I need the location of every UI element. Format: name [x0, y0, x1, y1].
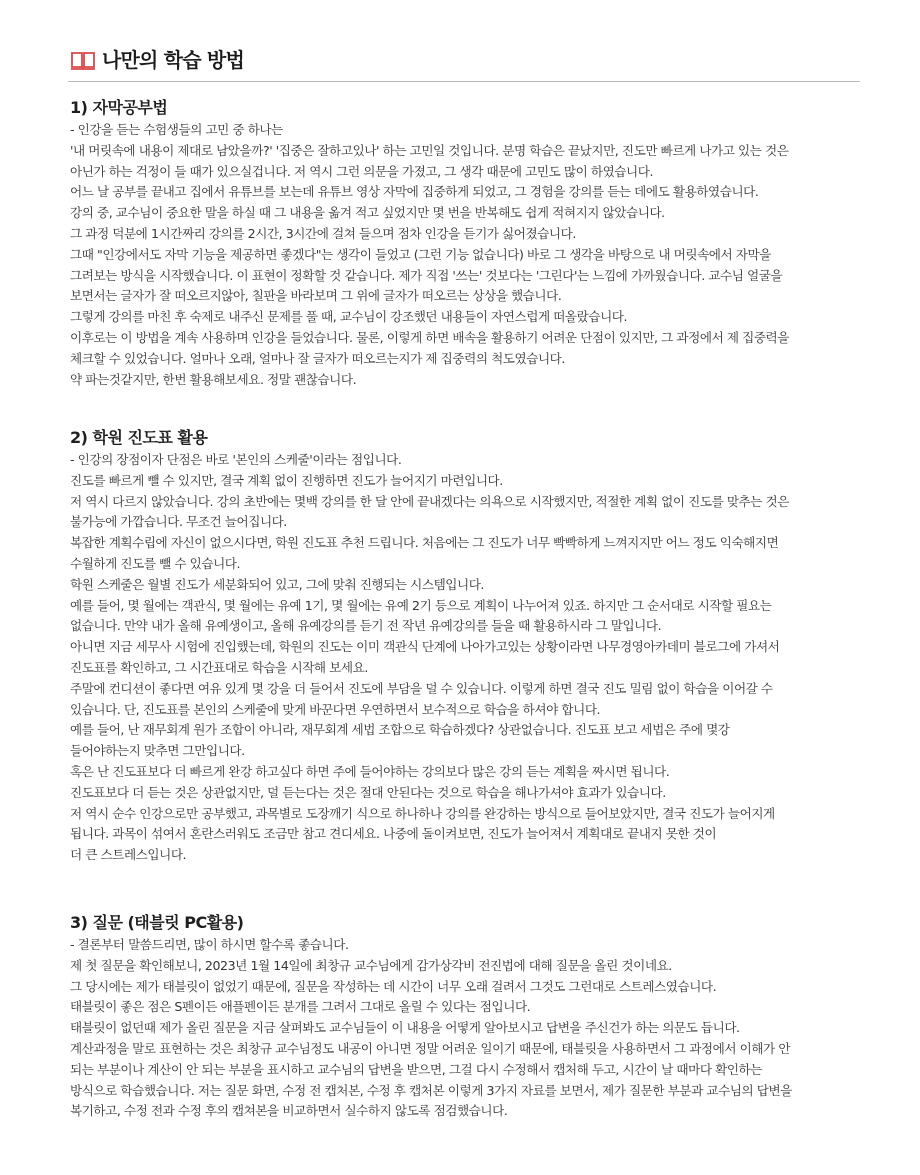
paragraph-line: 복기하고, 수정 전과 수정 후의 캡쳐본을 비교하면서 실수하지 않도록 점검했습니다.: [70, 1103, 508, 1119]
paragraph-line: 이후로는 이 방법을 계속 사용하며 인강을 들었습니다. 물론, 이렇게 하면 배속을 활용하기 어려운 단점이 있지만, 그 과정에서 제 집중력을: [70, 329, 789, 345]
paragraph-line: 그려보는 방식을 시작했습니다. 이 표현이 정확할 것 같습니다. 제가 직접 '쓰는' 것보다는 '그린다'는 느낌에 가까웠습니다. 교수님 얼굴을: [70, 267, 783, 283]
paragraph-line: 태블릿이 좋은 점은 S펜이든 애플펜이든 분개를 그려서 그대로 올릴 수 있다는 점입니다.: [70, 999, 531, 1015]
paragraph-line: 들어야하는지 맞추면 그만입니다.: [70, 743, 245, 759]
paragraph-line: 더 큰 스트레스입니다.: [70, 847, 187, 863]
header-divider: [68, 81, 860, 82]
paragraph-line: 그렇게 강의를 마친 후 숙제로 내주신 문제를 풀 때, 교수님이 강조했던 내용들이 자연스럽게 떠올랐습니다.: [70, 309, 628, 325]
paragraph-line: 진도표를 확인하고, 그 시간표대로 학습을 시작해 보세요.: [70, 659, 368, 675]
paragraph-line: 혹은 난 진도표보다 더 빠르게 완강 하고싶다 하면 주에 들어야하는 강의보다 많은 강의 듣는 계획을 짜시면 됩니다.: [70, 763, 670, 779]
paragraph-line: 진도표보다 더 듣는 것은 상관없지만, 덜 듣는다는 것은 절대 안된다는 것으로 학습을 해나가셔야 효과가 있습니다.: [70, 784, 666, 800]
page-header: [70, 45, 244, 75]
paragraph-line: 예를 들어, 몇 월에는 객관식, 몇 월에는 유예 1기, 몇 월에는 유예 2기 등으로 계획이 나누어져 있죠. 하지만 그 순서대로 시작할 필요는: [70, 597, 772, 613]
paragraph-line: 주말에 컨디션이 좋다면 여유 있게 몇 강을 더 들어서 진도에 부담을 덜 수 있습니다. 이렇게 하면 결국 진도 밀림 없이 학습을 이어갈 수: [70, 680, 773, 696]
paragraph-line: 그 당시에는 제가 태블릿이 없었기 때문에, 질문을 작성하는 데 시간이 너무 오래 걸려서 그것도 그런대로 스트레스였습니다.: [70, 978, 717, 994]
paragraph-line: 예를 들어, 난 재무회계 원가 조합이 아니라, 재무회계 세법 조합으로 학습하겠다? 상관없습니다. 진도표 보고 세법은 주에 몇강: [70, 722, 730, 738]
paragraph-line: 저 역시 다르지 않았습니다. 강의 초반에는 몇백 강의를 한 달 안에 끝내겠다는 의욕으로 시작했지만, 적절한 계획 없이 진도를 맞추는 것은: [70, 493, 789, 509]
book-icon: [70, 49, 96, 71]
paragraph-line: 태블릿이 없던때 제가 올린 질문을 지금 살펴봐도 교수님들이 이 내용을 어떻게 알아보시고 답변을 주신건가 하는 의문도 듭니다.: [70, 1020, 740, 1036]
paragraph-line: 아닌가 하는 걱정이 들 때가 있으실겁니다. 저 역시 그런 의문을 가졌고, 그 생각 때문에 고민도 많이 하였습니다.: [70, 163, 653, 179]
paragraph-line: 체크할 수 있었습니다. 얼마나 오래, 얼마나 잘 글자가 떠오르는지가 제 집중력의 척도였습니다.: [70, 350, 565, 366]
section-title: 2) 학원 진도표 활용: [70, 428, 208, 447]
paragraph-line: 약 파는것같지만, 한번 활용해보세요. 정말 괜찮습니다.: [70, 371, 357, 387]
page-title: 나만의 학습 방법: [102, 48, 244, 72]
section-title: 1) 자막공부법: [70, 98, 168, 117]
paragraph-line: 저 역시 순수 인강으로만 공부했고, 과목별로 도장깨기 식으로 하나하나 강의를 완강하는 방식으로 들어보았지만, 결국 진도가 늘어지게: [70, 805, 775, 821]
paragraph-line: 불가능에 가깝습니다. 무조건 늘어집니다.: [70, 514, 287, 530]
paragraph-line: 없습니다. 만약 내가 올해 유예생이고, 올해 유예강의를 듣기 전 작년 유예강의를 들을 때 활용하시라 그 말입니다.: [70, 618, 662, 634]
paragraph-line: - 인강의 장점이자 단점은 바로 '본인의 스케줄'이라는 점입니다.: [70, 452, 402, 467]
section-title: 3) 질문 (태블릿 PC활용): [70, 913, 244, 932]
paragraph-line: 아니면 지금 세무사 시험에 진입했는데, 학원의 진도는 이미 객관식 단계에 나아가고있는 상황이라면 나무경영아카데미 블로그에 가셔서: [70, 639, 780, 655]
section-academy-schedule: [70, 427, 860, 866]
paragraph-line: 강의 중, 교수님이 중요한 말을 하실 때 그 내용을 옮겨 적고 싶었지만 몇 번을 반복해도 쉽게 적혀지지 않았습니다.: [70, 205, 665, 221]
paragraph-line: 되는 부분이나 계산이 안 되는 부분을 표시하고 교수님의 답변을 받으면, 그걸 다시 수정해서 캡처해 두고, 시간이 날 때마다 확인하는: [70, 1061, 762, 1077]
paragraph-line: - 인강을 듣는 수험생들의 고민 중 하나는: [70, 122, 283, 137]
section-subtitle-study: [70, 97, 860, 390]
paragraph-line: 계산과정을 말로 표현하는 것은 최창규 교수님정도 내공이 아니면 정말 어려운 일이기 때문에, 태블릿을 사용하면서 그 과정에서 이해가 안: [70, 1040, 791, 1056]
paragraph-line: 있습니다. 단, 진도표를 본인의 스케줄에 맞게 바꾼다면 우연하면서 보수적으로 학습을 하셔야 합니다.: [70, 701, 601, 717]
paragraph-line: 보면서는 글자가 잘 떠오르지않아, 칠판을 바라보며 그 위에 글자가 떠오르는 상상을 했습니다.: [70, 288, 562, 304]
section-questions-tablet: [70, 912, 860, 1122]
paragraph-line: 복잡한 계획수립에 자신이 없으시다면, 학원 진도표 추천 드립니다. 처음에는 그 진도가 너무 빡빡하게 느껴지지만 어느 정도 익숙해지면: [70, 535, 779, 551]
paragraph-line: 학원 스케줄은 월별 진도가 세분화되어 있고, 그에 맞춰 진행되는 시스템입니다.: [70, 576, 484, 592]
paragraph-line: 됩니다. 과목이 섞여서 혼란스러워도 조금만 참고 견디세요. 나중에 돌이켜보면, 진도가 늘어져서 계획대로 끝내지 못한 것이: [70, 826, 717, 842]
paragraph-line: '내 머릿속에 내용이 제대로 남았을까?' '집중은 잘하고있나' 하는 고민일 것입니다. 분명 학습은 끝났지만, 진도만 빠르게 나가고 있는 것은: [70, 142, 789, 158]
paragraph-line: 제 첫 질문을 확인해보니, 2023년 1월 14일에 최창규 교수님에게 감가상각비 전진법에 대해 질문을 올린 것이네요.: [70, 957, 672, 973]
paragraph-line: 그 과정 덕분에 1시간짜리 강의를 2시간, 3시간에 걸쳐 들으며 점차 인강을 듣기가 싫어졌습니다.: [70, 225, 576, 241]
paragraph-line: 그때 "인강에서도 자막 기능을 제공하면 좋겠다"는 생각이 들었고 (그런 기능 없습니다) 바로 그 생각을 바탕으로 내 머릿속에서 자막을: [70, 246, 771, 262]
paragraph-line: 방식으로 학습했습니다. 저는 질문 화면, 수정 전 캡처본, 수정 후 캡처본 이렇게 3가지 자료를 보면서, 제가 질문한 부분과 교수님의 답변을: [70, 1082, 792, 1098]
paragraph-line: - 결론부터 말씀드리면, 많이 하시면 할수록 좋습니다.: [70, 937, 349, 952]
paragraph-line: 진도를 빠르게 뺄 수 있지만, 결국 계획 없이 진행하면 진도가 늘어지기 마련입니다.: [70, 472, 503, 488]
paragraph-line: 어느 날 공부를 끝내고 집에서 유튜브를 보는데 유튜브 영상 자막에 집중하게 되었고, 그 경험을 강의를 듣는 데에도 활용하였습니다.: [70, 184, 759, 200]
paragraph-line: 수월하게 진도를 뺄 수 있습니다.: [70, 555, 241, 571]
